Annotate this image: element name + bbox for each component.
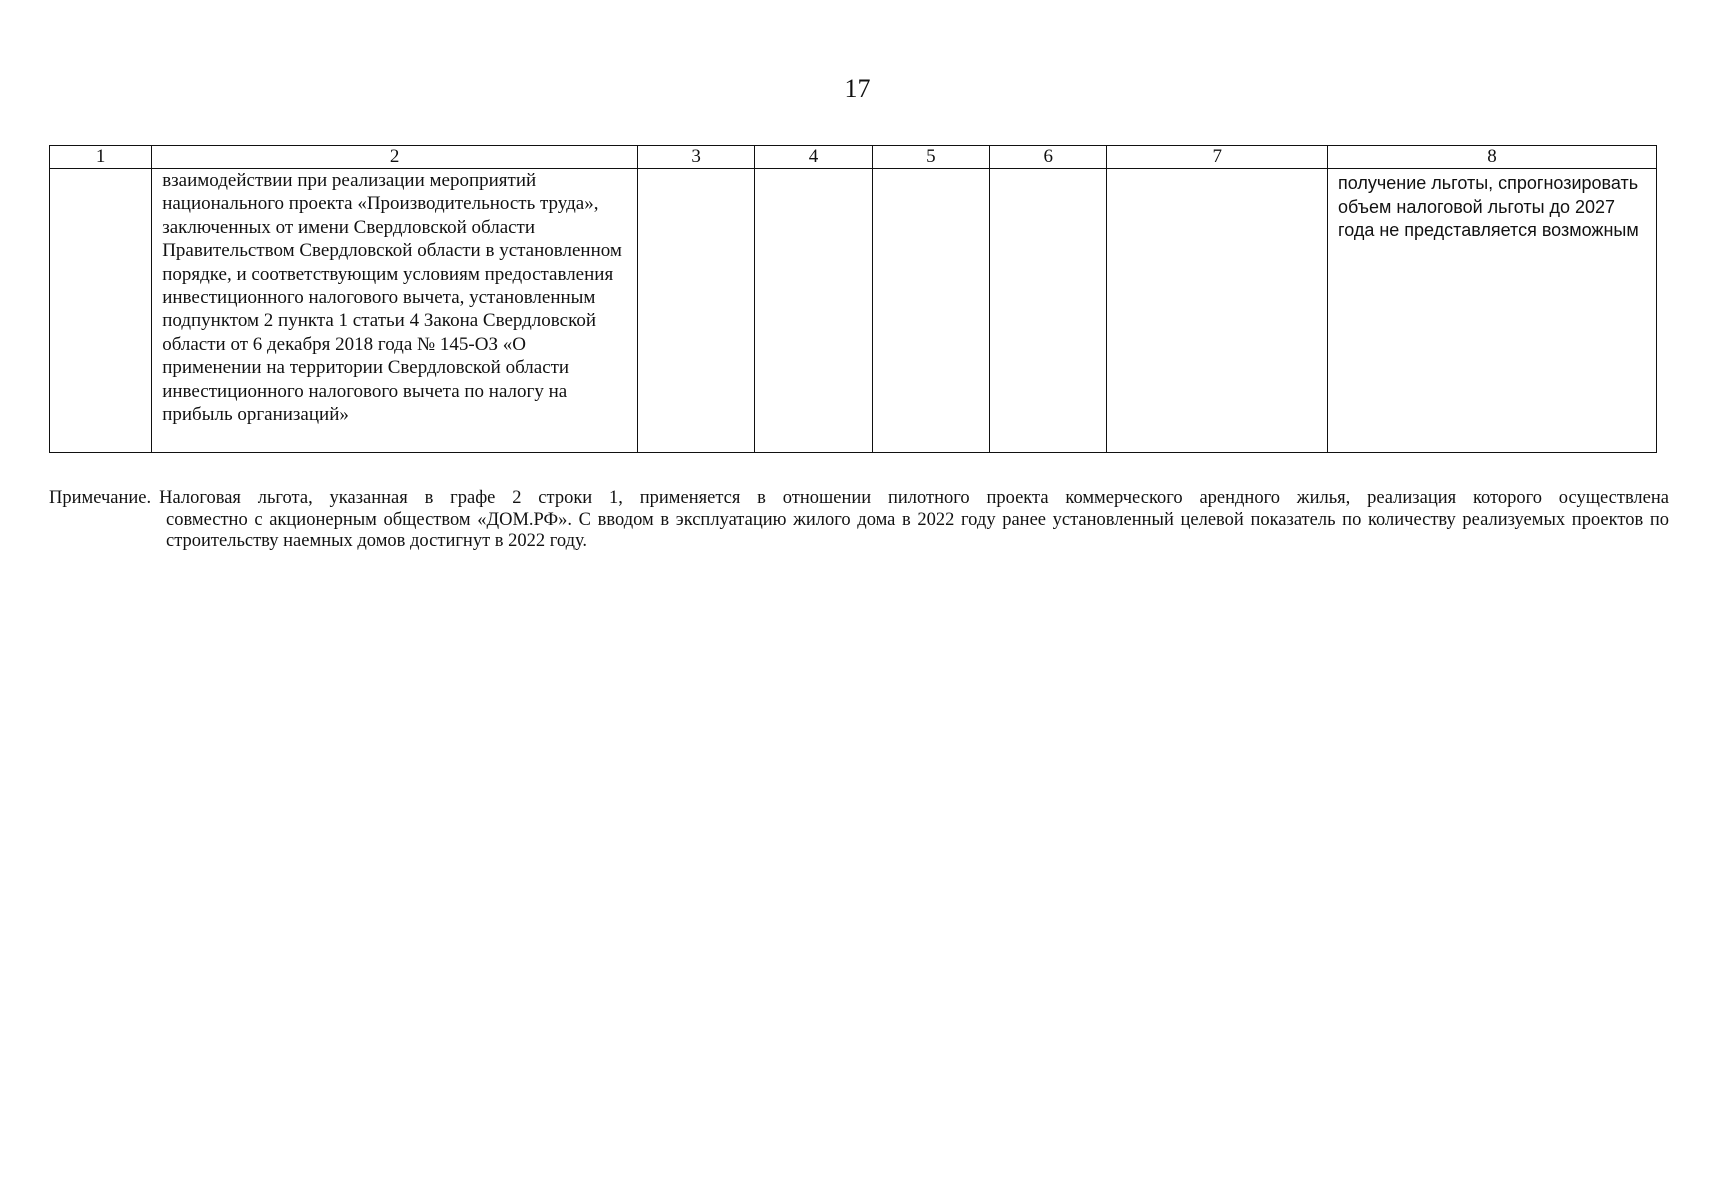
footnote: [49, 488, 1669, 553]
column-header-1: 1: [50, 146, 152, 169]
column-header-4: 4: [755, 146, 872, 169]
table-row: [50, 169, 1657, 453]
table-header-row: [50, 146, 1657, 169]
footnote-label: Примечание.: [49, 488, 152, 508]
data-table: [49, 145, 1657, 453]
cell-col6: [990, 169, 1107, 453]
cell-col5: [872, 169, 989, 453]
column-header-2: 2: [152, 146, 638, 169]
cell-col1: [50, 169, 152, 453]
footnote-text-first: Налоговая льгота, указанная в графе 2 строки 1, применяется в отношении пилотного проекта коммерческого арендного жилья, реализация которого осуществлена: [159, 488, 1669, 508]
cell-col4: [755, 169, 872, 453]
column-header-3: 3: [637, 146, 754, 169]
cell-col2-description: взаимодействии при реализации мероприятий национального проекта «Производительность труда», заключенных от имени Свердловской области Правительством Свердловской области в установленном порядке, и соответствующим условиям предоставления инвестиционного налогового вычета, установленным подпунктом 2 пункта 1 статьи 4 Закона Свердловской области от 6 декабря 2018 года № 145-ОЗ «О применении на территории Свердловской области инвестиционного налогового вычета по налогу на прибыль организаций»: [152, 169, 638, 453]
footnote-text-rest: совместно с акционерным обществом «ДОМ.РФ». С вводом в эксплуатацию жилого дома в 2022 году ранее установленный целевой показатель по количеству реализуемых проектов по строительству наемных домов достигнут в 2022 году.: [166, 509, 1669, 551]
column-header-8: 8: [1328, 146, 1657, 169]
cell-col3: [637, 169, 754, 453]
column-header-6: 6: [990, 146, 1107, 169]
cell-col8-comment: получение льготы, спрогнозировать объем налоговой льготы до 2027 года не представляется возможным: [1328, 169, 1657, 453]
page-number: 17: [844, 74, 871, 103]
column-header-5: 5: [872, 146, 989, 169]
cell-col7: [1107, 169, 1328, 453]
column-header-7: 7: [1107, 146, 1328, 169]
